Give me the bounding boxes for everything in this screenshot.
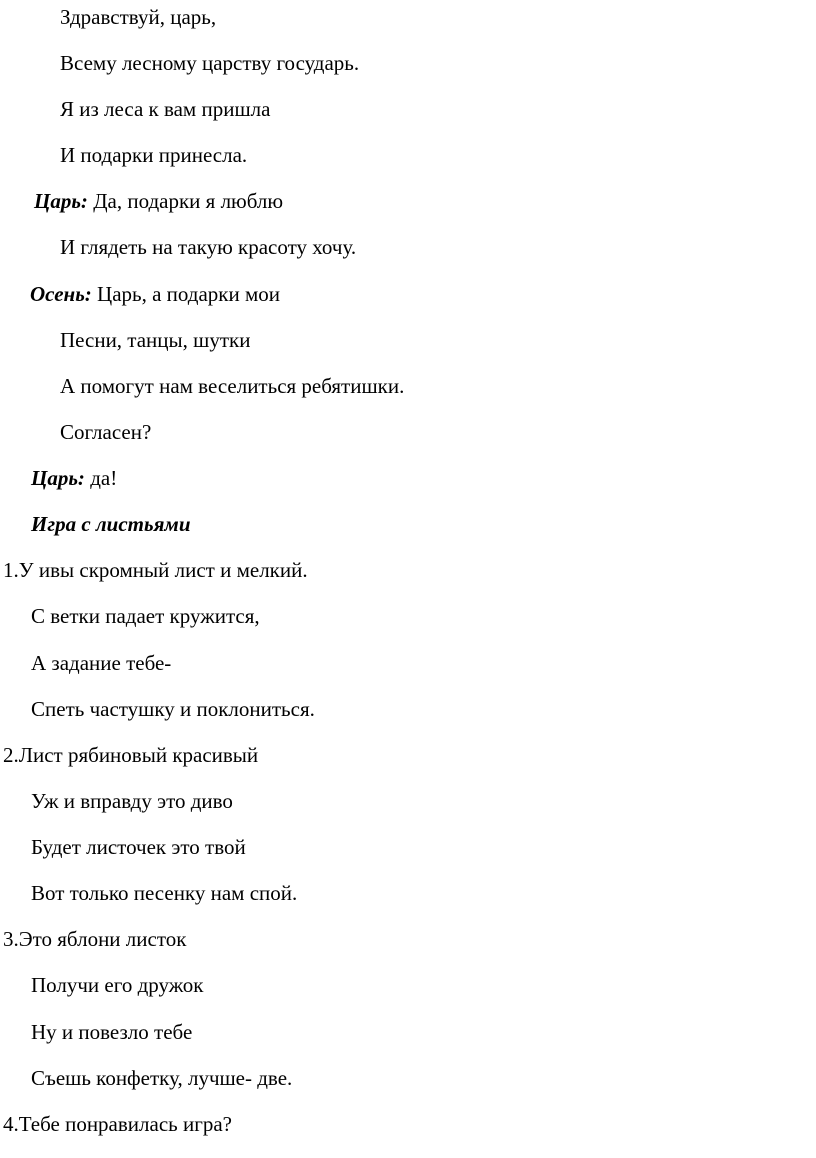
verse-line: Я из леса к вам пришла [60, 97, 271, 121]
verse-line: А помогут нам веселиться ребятишки. [60, 374, 405, 398]
numbered-line: 2.Лист рябиновый красивый [3, 743, 259, 767]
verse-line: Песни, танцы, шутки [60, 328, 251, 352]
verse-line: Вот только песенку нам спой. [31, 881, 298, 905]
speaker-label: Осень: [30, 282, 92, 306]
verse-line: Согласен? [60, 420, 152, 444]
verse-line: Будет листочек это твой [31, 835, 246, 859]
numbered-line: 4.Тебе понравилась игра? [3, 1112, 232, 1136]
verse-line: Спеть частушку и поклониться. [31, 697, 315, 721]
verse-line: И подарки принесла. [60, 143, 248, 167]
dialogue-line [30, 281, 280, 307]
verse-line: А задание тебе- [31, 651, 172, 675]
verse-line: И глядеть на такую красоту хочу. [60, 235, 357, 259]
verse-line: Съешь конфетку, лучше- две. [31, 1066, 293, 1090]
dialogue-line [31, 465, 117, 491]
speaker-label: Царь: [34, 189, 88, 213]
dialogue-text: Царь, а подарки мои [91, 282, 281, 306]
dialogue-line [34, 188, 283, 214]
verse-line: С ветки падает кружится, [31, 604, 260, 628]
verse-line: Всему лесному царству государь. [60, 51, 360, 75]
section-heading: Игра с листьями [31, 512, 191, 536]
speaker-label: Царь: [31, 466, 85, 490]
dialogue-text: Да, подарки я люблю [87, 189, 284, 213]
numbered-line: 1.У ивы скромный лист и мелкий. [3, 558, 308, 582]
numbered-line: 3.Это яблони листок [3, 927, 187, 951]
verse-line: Ну и повезло тебе [31, 1020, 193, 1044]
dialogue-text: да! [84, 466, 118, 490]
verse-line: Здравствуй, царь, [60, 5, 217, 29]
verse-line: Получи его дружок [31, 973, 204, 997]
verse-line: Уж и вправду это диво [31, 789, 233, 813]
